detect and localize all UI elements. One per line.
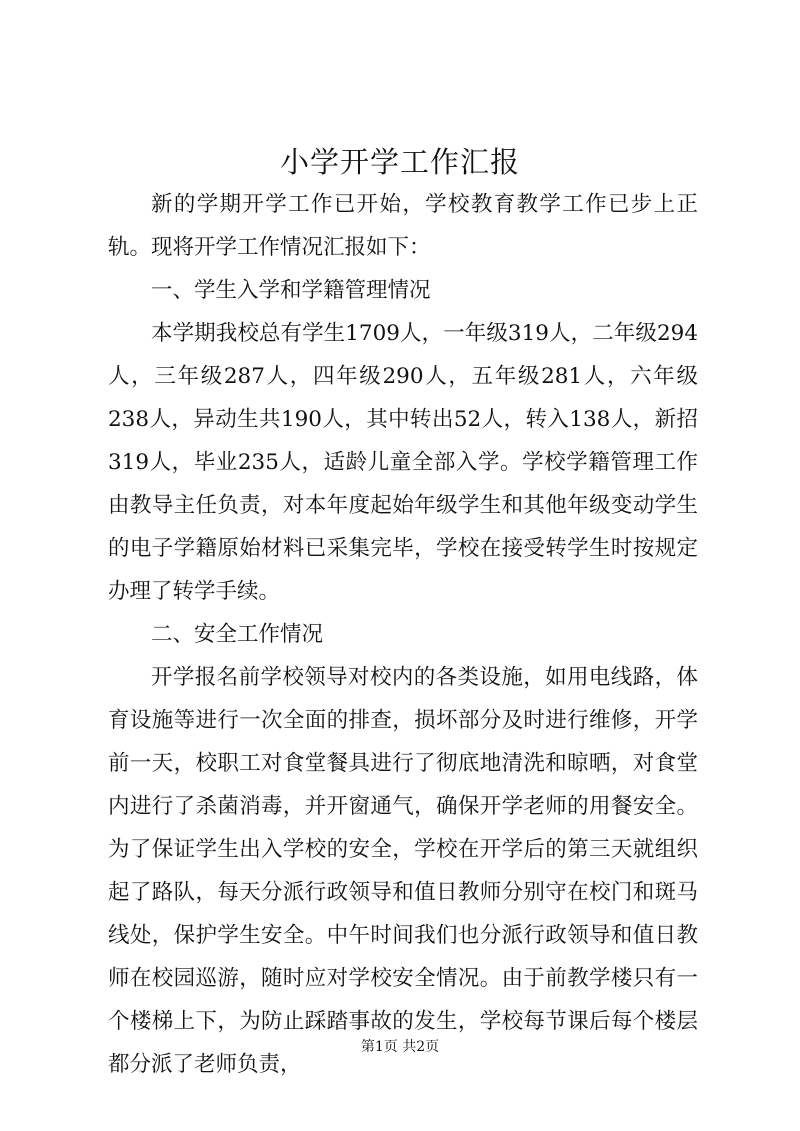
section-heading-enrollment: 一、学生入学和学籍管理情况 xyxy=(151,278,431,303)
safety-paragraph: 开学报名前学校领导对校内的各类设施，如用电线路，体育设施等进行一次全面的排查，损坏部分及时进行维修，开学前一天，校职工对食堂餐具进行了彻底地清洗和晾晒，对食堂内进行了杀菌消毒，并开窗通气，确保开学老师的用餐安全。为了保证学生出入学校的安全，学校在开学后的第三天就组织起了路队，每天分派行政领导和值日教师分别守在校门和斑马线处，保护学生安全。中午时间我们也分派行政领导和值日教师在校园巡游，随时应对学校安全情况。由于前教学楼只有一个楼梯上下，为防止踩踏事故的发生，学校每节课后每个楼层都分派了老师负责， xyxy=(108,665,698,1077)
enrollment-paragraph: 本学期我校总有学生1709人，一年级319人，二年级294人，三年级287人，四年级290人，五年级281人，六年级238人，异动生共190人，其中转出52人，转入138人，新招319人，毕业235人，适龄儿童全部入学。学校学籍管理工作由教导主任负责，对本年度起始年级学生和其他年级变动学生的电子学籍原始材料已采集完毕，学校在接受转学生时按规定办理了转学手续。 xyxy=(108,321,698,604)
document-title: 小学开学工作汇报 xyxy=(279,145,520,179)
document-body xyxy=(108,183,698,1086)
page-footer: 第1页 共2页 xyxy=(360,1039,440,1055)
section-heading-safety: 二、安全工作情况 xyxy=(151,622,324,647)
intro-paragraph: 新的学期开学工作已开始，学校教育教学工作已步上正轨。现将开学工作情况汇报如下： xyxy=(108,192,698,260)
